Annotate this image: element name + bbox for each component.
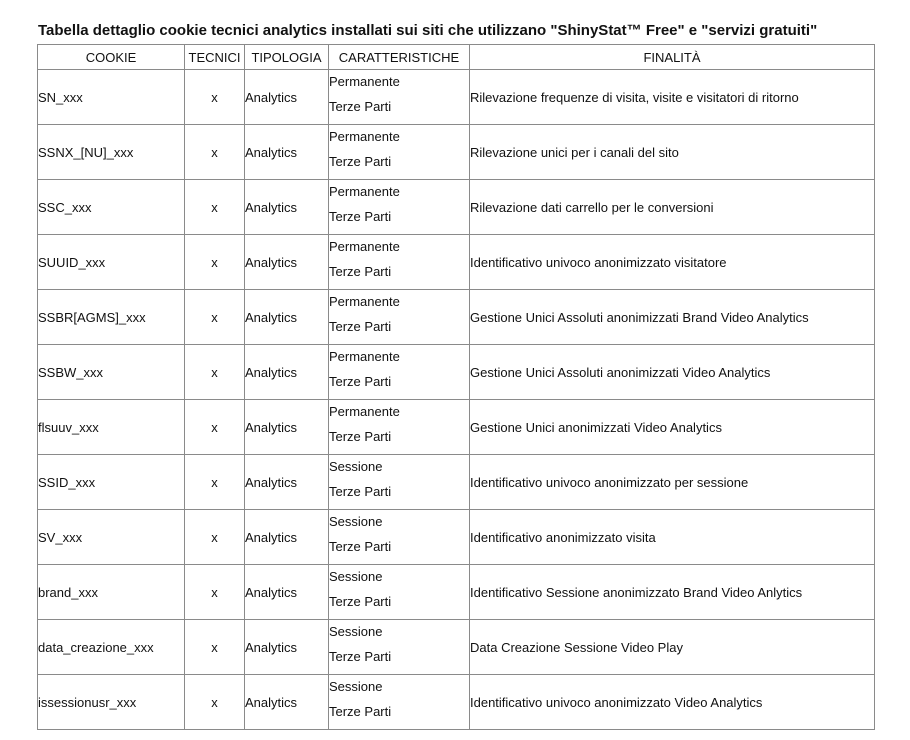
cell-tecnici: x — [185, 125, 245, 180]
cell-durata: Permanente — [329, 238, 400, 254]
cell-parti: Terze Parti — [329, 703, 392, 719]
cell-finalita: Rilevazione frequenze di visita, visite e visitatori di ritorno — [470, 70, 875, 125]
cell-tipologia: Analytics — [245, 565, 329, 620]
cookie-table — [37, 44, 875, 730]
cell-caratteristiche — [329, 400, 470, 455]
cell-cookie: issessionusr_xxx — [38, 675, 185, 730]
page-title: Tabella dettaglio cookie tecnici analytics installati sui siti che utilizzano "ShinyStat™ Free" e "servizi gratuiti" — [38, 22, 818, 39]
cell-tecnici: x — [185, 510, 245, 565]
table-row — [38, 620, 875, 675]
table-row — [38, 510, 875, 565]
table-row — [38, 70, 875, 125]
table-body — [38, 70, 875, 730]
cell-tipologia: Analytics — [245, 400, 329, 455]
cell-durata: Permanente — [329, 293, 400, 309]
cell-caratteristiche — [329, 510, 470, 565]
cell-finalita: Rilevazione dati carrello per le conversioni — [470, 180, 875, 235]
table-row — [38, 455, 875, 510]
cell-tipologia: Analytics — [245, 180, 329, 235]
cell-tecnici: x — [185, 620, 245, 675]
cell-caratteristiche — [329, 70, 470, 125]
cell-parti: Terze Parti — [329, 318, 392, 334]
table-row — [38, 675, 875, 730]
cell-caratteristiche — [329, 235, 470, 290]
column-header-caratteristiche: CARATTERISTICHE — [329, 45, 470, 70]
cell-finalita: Identificativo anonimizzato visita — [470, 510, 875, 565]
cell-cookie: SSBW_xxx — [38, 345, 185, 400]
column-header-finalita: FINALITÀ — [470, 45, 875, 70]
cell-cookie: SN_xxx — [38, 70, 185, 125]
cell-durata: Permanente — [329, 183, 400, 199]
cell-durata: Sessione — [329, 623, 383, 639]
table-row — [38, 400, 875, 455]
column-header-tecnici: TECNICI — [185, 45, 245, 70]
cell-durata: Permanente — [329, 128, 400, 144]
cell-tipologia: Analytics — [245, 675, 329, 730]
cell-tecnici: x — [185, 675, 245, 730]
cell-parti: Terze Parti — [329, 483, 392, 499]
cell-tecnici: x — [185, 70, 245, 125]
cell-finalita: Gestione Unici anonimizzati Video Analytics — [470, 400, 875, 455]
cell-parti: Terze Parti — [329, 593, 392, 609]
cell-caratteristiche — [329, 125, 470, 180]
cell-caratteristiche — [329, 565, 470, 620]
cell-caratteristiche — [329, 290, 470, 345]
cell-durata: Permanente — [329, 73, 400, 89]
cell-tecnici: x — [185, 565, 245, 620]
cell-finalita: Identificativo univoco anonimizzato Video Analytics — [470, 675, 875, 730]
cell-tecnici: x — [185, 345, 245, 400]
cell-tipologia: Analytics — [245, 455, 329, 510]
cell-finalita: Identificativo Sessione anonimizzato Brand Video Anlytics — [470, 565, 875, 620]
cell-parti: Terze Parti — [329, 98, 392, 114]
cell-parti: Terze Parti — [329, 208, 392, 224]
cell-parti: Terze Parti — [329, 153, 392, 169]
cell-caratteristiche — [329, 620, 470, 675]
cell-durata: Permanente — [329, 348, 400, 364]
table-row — [38, 565, 875, 620]
cell-finalita: Identificativo univoco anonimizzato per sessione — [470, 455, 875, 510]
cell-parti: Terze Parti — [329, 538, 392, 554]
cell-tecnici: x — [185, 400, 245, 455]
cell-tipologia: Analytics — [245, 620, 329, 675]
cell-caratteristiche — [329, 345, 470, 400]
cell-cookie: brand_xxx — [38, 565, 185, 620]
cell-tipologia: Analytics — [245, 345, 329, 400]
cell-caratteristiche — [329, 675, 470, 730]
table-row — [38, 290, 875, 345]
table-row — [38, 125, 875, 180]
cell-parti: Terze Parti — [329, 263, 392, 279]
cell-tipologia: Analytics — [245, 125, 329, 180]
table-row — [38, 180, 875, 235]
cell-tipologia: Analytics — [245, 235, 329, 290]
cell-tecnici: x — [185, 235, 245, 290]
cell-finalita: Data Creazione Sessione Video Play — [470, 620, 875, 675]
cell-cookie: SUUID_xxx — [38, 235, 185, 290]
cell-finalita: Gestione Unici Assoluti anonimizzati Brand Video Analytics — [470, 290, 875, 345]
table-row — [38, 235, 875, 290]
cell-durata: Sessione — [329, 513, 383, 529]
cell-durata: Sessione — [329, 458, 383, 474]
table-header-row — [38, 45, 875, 70]
cell-cookie: SSBR[AGMS]_xxx — [38, 290, 185, 345]
cell-tipologia: Analytics — [245, 510, 329, 565]
cell-parti: Terze Parti — [329, 373, 392, 389]
cell-cookie: flsuuv_xxx — [38, 400, 185, 455]
cell-tecnici: x — [185, 455, 245, 510]
cell-parti: Terze Parti — [329, 428, 392, 444]
cell-caratteristiche — [329, 180, 470, 235]
cell-caratteristiche — [329, 455, 470, 510]
cell-cookie: SV_xxx — [38, 510, 185, 565]
cell-tecnici: x — [185, 180, 245, 235]
cell-cookie: data_creazione_xxx — [38, 620, 185, 675]
cell-cookie: SSC_xxx — [38, 180, 185, 235]
cell-cookie: SSNX_[NU]_xxx — [38, 125, 185, 180]
cell-tipologia: Analytics — [245, 70, 329, 125]
cell-finalita: Rilevazione unici per i canali del sito — [470, 125, 875, 180]
cell-finalita: Identificativo univoco anonimizzato visitatore — [470, 235, 875, 290]
cell-parti: Terze Parti — [329, 648, 392, 664]
cell-tipologia: Analytics — [245, 290, 329, 345]
column-header-cookie: COOKIE — [38, 45, 185, 70]
table-row — [38, 345, 875, 400]
cell-finalita: Gestione Unici Assoluti anonimizzati Video Analytics — [470, 345, 875, 400]
cell-durata: Sessione — [329, 678, 383, 694]
cell-tecnici: x — [185, 290, 245, 345]
cell-durata: Permanente — [329, 403, 400, 419]
cell-cookie: SSID_xxx — [38, 455, 185, 510]
cell-durata: Sessione — [329, 568, 383, 584]
column-header-tipologia: TIPOLOGIA — [245, 45, 329, 70]
